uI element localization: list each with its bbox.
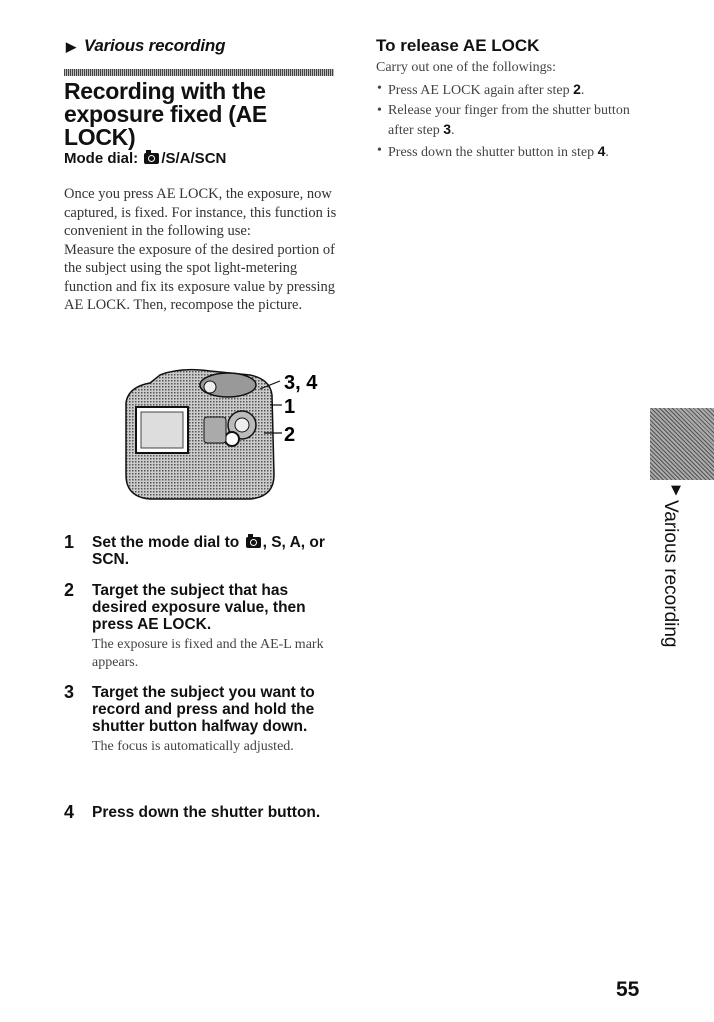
step-2: [64, 582, 344, 672]
chapter-tab-label: Various recording: [660, 500, 681, 648]
step-heading-text: , S, A, or SCN.: [92, 534, 325, 568]
step-heading: [92, 534, 344, 568]
intro-paragraph: Once you press AE LOCK, the exposure, now captured, is fixed. For instance, this function is convenient in the following use:: [64, 186, 337, 239]
list-item: [376, 102, 646, 140]
mode-dial-line: [64, 150, 226, 167]
step-description: The focus is automatically adjusted.: [92, 739, 294, 754]
step-number: 3: [64, 682, 75, 702]
camera-mode-icon: [246, 537, 261, 548]
step-number: 4: [64, 802, 75, 822]
mode-dial-prefix: Mode dial:: [64, 150, 139, 167]
step-heading: Target the subject you want to record and press and hold the shutter button halfway down.: [92, 684, 315, 735]
step-ref: 3: [443, 121, 451, 137]
step-heading-text: Set the mode dial to: [92, 534, 240, 551]
callout-label: 1: [284, 396, 296, 418]
page-title: Recording with the exposure fixed (AE LOCK): [64, 78, 267, 150]
step-number: 2: [64, 580, 75, 600]
list-item: [376, 142, 646, 162]
list-item-tail: .: [451, 123, 455, 138]
release-heading: To release AE LOCK: [376, 36, 540, 55]
step-3: [64, 684, 344, 756]
camera-mode-icon: [144, 153, 159, 164]
mode-dial-modes: /S/A/SCN: [161, 150, 227, 167]
list-item-text: Release your finger from the shutter button after step: [388, 103, 630, 138]
step-ref: 2: [573, 81, 581, 97]
triangle-down-icon: ▼: [671, 483, 681, 498]
step-heading: Target the subject that has desired exposure value, then press AE LOCK.: [92, 582, 306, 633]
list-item-text: Press down the shutter button in step: [388, 145, 598, 160]
step-number: 1: [64, 532, 75, 552]
list-item-tail: .: [580, 83, 585, 98]
step-1: [64, 534, 344, 568]
page-number: 55: [616, 978, 640, 1001]
step-ref: 4: [597, 143, 606, 159]
section-marker-icon: ▶: [66, 39, 76, 54]
section-header: [66, 36, 225, 56]
step-heading: Press down the shutter button.: [92, 804, 321, 821]
step-4: [64, 804, 344, 821]
callout-label: 2: [284, 424, 296, 446]
list-item: [376, 80, 646, 100]
release-list: [376, 80, 646, 164]
intro-text: [64, 185, 339, 315]
list-item-tail: .: [605, 145, 609, 160]
step-description: The exposure is fixed and the AE-L mark appears.: [92, 637, 324, 670]
chapter-tab: [650, 408, 714, 480]
list-item-text: Press AE LOCK again after step: [388, 83, 574, 98]
callout-label: 3, 4: [284, 372, 318, 394]
section-header-text: Various recording: [83, 36, 226, 55]
release-intro: Carry out one of the followings:: [376, 60, 557, 75]
intro-paragraph: Measure the exposure of the desired portion of the subject using the spot light-metering function and fix its exposure value by pressing AE LOCK. Then, recompose the picture.: [64, 241, 336, 313]
title-divider: [64, 69, 334, 76]
camera-illustration: [120, 365, 320, 505]
